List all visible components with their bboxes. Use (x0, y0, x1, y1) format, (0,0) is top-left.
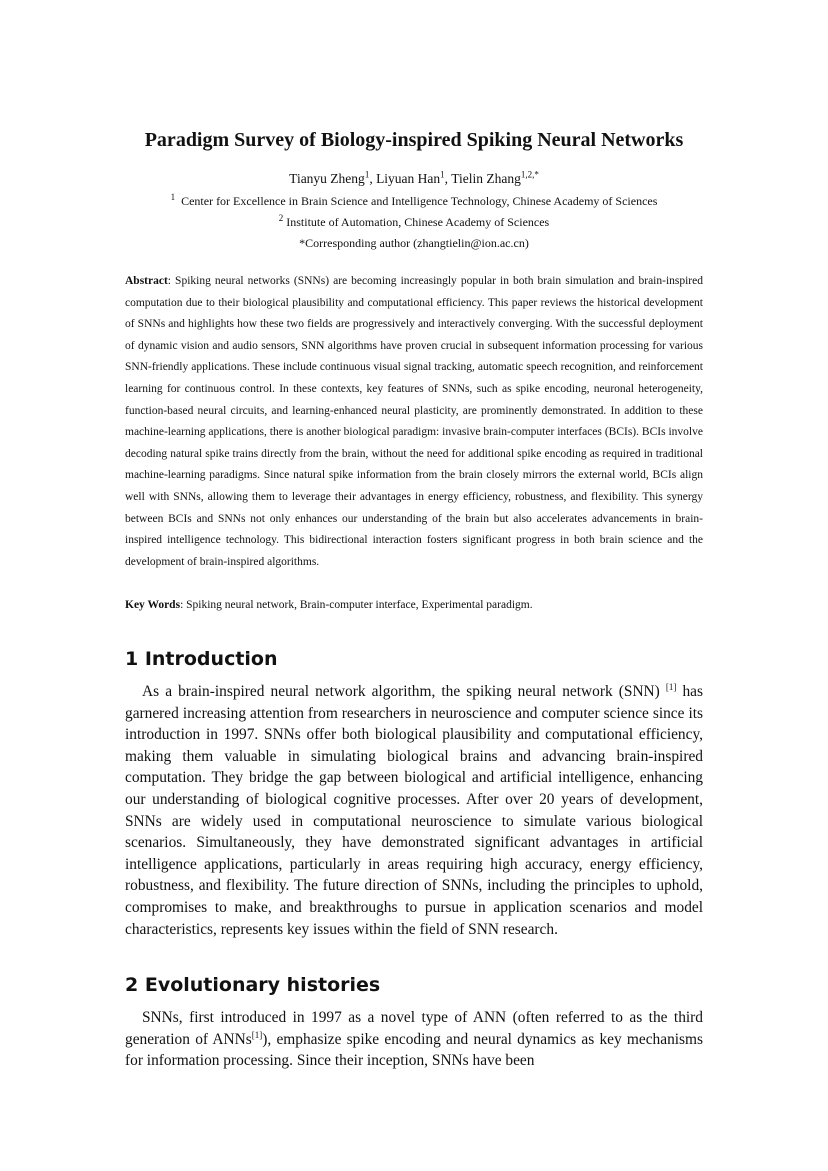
section-paragraph (125, 1007, 703, 1072)
author-name: Liyuan Han (376, 171, 441, 186)
author-affiliation-mark: 1,2,* (520, 169, 539, 180)
keywords-label: Key Words (125, 599, 181, 611)
citation: [1] (665, 681, 677, 692)
author-affiliation-mark: 1 (440, 169, 445, 180)
paragraph-text: ), emphasize spike encoding and neural dynamics as key mechanisms for information processing. Since their inception, SNNs have been (125, 1030, 703, 1070)
abstract-label: Abstract (125, 275, 168, 287)
corresponding-author: *Corresponding author (zhangtielin@ion.ac.cn) (299, 236, 529, 250)
affiliation-line (100, 214, 728, 230)
paragraph-text: SNNs, first introduced in 1997 as a novel type of ANN (often referred to as the third generation of ANNs (125, 1009, 703, 1048)
paragraph-text: has garnered increasing attention from researchers in neuroscience and computer science since its introduction in 1997. SNNs offer both biological plausibility and computational efficiency, making them valuable in simulating biological brains and advancing brain-inspired computation. They bridge the gap between biological and artificial intelligence, enhancing our understanding of biological cognitive processes. After over 20 years of development, SNNs are widely used in computational neuroscience to simulate various biological scenarios. Simultaneously, they have demonstrated significant advantages in artificial intelligence applications, particularly in areas requiring high accuracy, energy efficiency, robustness, and flexibility. The future direction of SNNs, including the principles to uphold, compromises to make, and breakthroughs to pursue in application scenarios and model characteristics, represents key issues within the field of SNN research. (125, 683, 703, 938)
section-paragraph (125, 681, 703, 940)
paper-title: Paradigm Survey of Biology-inspired Spiking Neural Networks (144, 129, 684, 151)
author-name: Tielin Zhang (451, 171, 521, 186)
section-heading: 2 Evolutionary histories (125, 974, 381, 996)
affiliation-text: Center for Excellence in Brain Science and Intelligence Technology, Chinese Academy of Sciences (181, 194, 658, 208)
paragraph-text: As a brain-inspired neural network algorithm, the spiking neural network (SNN) (142, 683, 666, 700)
citation: [1] (251, 1029, 263, 1040)
author-name: Tianyu Zheng (289, 171, 365, 186)
affiliation-line (100, 193, 728, 209)
affiliation-mark: 1 (170, 192, 176, 202)
affiliation-mark: 2 (278, 213, 284, 223)
section-heading: 1 Introduction (125, 648, 278, 670)
keywords-text: : Spiking neural network, Brain-computer interface, Experimental paradigm. (180, 599, 533, 611)
affiliation-text: Institute of Automation, Chinese Academy of Sciences (286, 215, 550, 229)
abstract-text: : Spiking neural networks (SNNs) are becoming increasingly popular in both brain simulation and brain-inspired computation due to their biological plausibility and computational efficiency. This paper reviews the historical development of SNNs and highlights how these two fields are progressively and interactively converging. With the successful deployment of dynamic vision and audio sensors, SNN algorithms have proven crucial in subsequent information processing for various SNN-friendly applications. These include continuous visual signal tracking, automatic speech recognition, and reinforcement learning for continuous control. In these contexts, key features of SNNs, such as spike encoding, neuronal heterogeneity, function-based neural circuits, and learning-enhanced neural plasticity, are prominently demonstrated. In addition to these machine-learning applications, there is another biological paradigm: invasive brain-computer interfaces (BCIs). BCIs involve decoding natural spike trains directly from the brain, without the need for additional spike encoding as required in traditional machine-learning paradigms. Since natural spike information from the brain closely mirrors the external world, BCIs align well with SNNs, allowing them to leverage their advantages in energy efficiency, robustness, and flexibility. This synergy between BCIs and SNNs not only enhances our understanding of the brain but also accelerates advancements in brain-inspired intelligence technology. This bidirectional interaction fosters significant progress in both brain science and the development of brain-inspired algorithms. (125, 275, 703, 568)
author-affiliation-mark: 1 (364, 169, 370, 180)
author-list: Tianyu Zheng$^1$, Liyuan Han$^1$, Tielin Zhang$^{1,2,*}$ (289, 169, 539, 186)
abstract (125, 271, 703, 573)
keywords (125, 595, 703, 617)
